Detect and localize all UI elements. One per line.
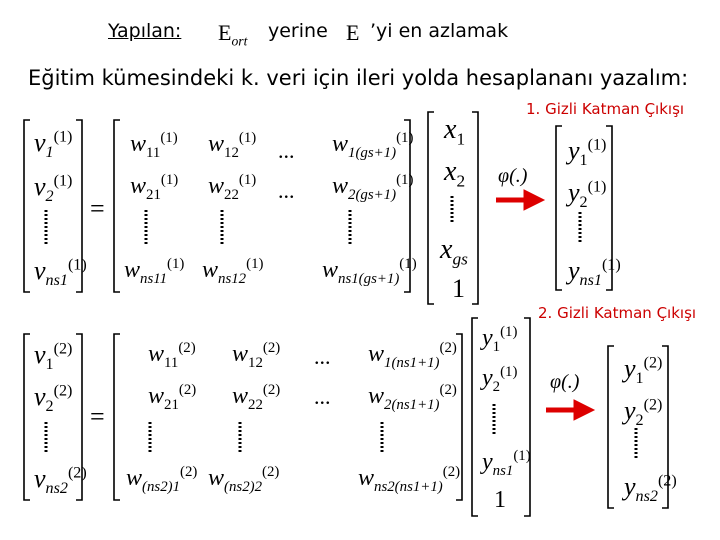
l2-w11: $w_{11}^{(2)}$	[148, 340, 196, 371]
l1-arrow-head	[524, 190, 544, 210]
l2-in-bracket-right	[524, 318, 530, 516]
l1-wns12: $w_{ns12}^{(1)}$	[202, 256, 264, 287]
l1-xgs: $x_{gs}$	[440, 234, 468, 269]
l1-dots-r2: ...	[278, 178, 295, 203]
l2-w2-ns1: $w_{2(ns1+1)}^{(2)}$	[368, 382, 457, 413]
l2-w21: $w_{21}^{(2)}$	[148, 382, 197, 413]
l1-w-bracket-right	[404, 120, 410, 292]
l1-y-bracket-left	[556, 126, 562, 290]
l1-dots-r1: ...	[278, 138, 295, 163]
l1-x-bracket-left	[428, 112, 434, 304]
l1-w-bracket-left	[114, 120, 120, 292]
l1-v-bracket-left	[24, 120, 30, 292]
l2-wns2-2: $w_{(ns2)2}^{(2)}$	[208, 464, 280, 495]
l2-v2: $v_2^{(2)}$	[34, 382, 73, 416]
l2-in-yns1: $y_{ns1}^{(1)}$	[482, 448, 531, 479]
l2-w-bracket-right	[456, 334, 462, 500]
l1-wns1-gs: $w_{ns1(gs+1)}^{(1)}$	[322, 256, 417, 287]
l2-dots-r1: ...	[314, 344, 331, 369]
l2-in-y2: $y_2^{(1)}$	[482, 364, 518, 395]
l1-wns11: $w_{ns11}^{(1)}$	[124, 256, 185, 287]
l1-yns1: $y_{ns1}^{(1)}$	[568, 256, 621, 290]
header-label: Yapılan:	[108, 20, 182, 42]
l2-v-bracket-left	[24, 334, 30, 500]
l2-y2: $y_2^{(2)}$	[624, 396, 663, 430]
l2-w1-ns1: $w_{1(ns1+1)}^{(2)}$	[368, 340, 457, 371]
l1-v-bracket-right	[76, 120, 82, 292]
l1-bias: 1	[452, 274, 465, 303]
e-symbol: E	[346, 20, 360, 45]
l2-activation: φ(.)	[550, 371, 580, 393]
l2-in-y1: $y_1^{(1)}$	[482, 324, 518, 355]
l1-y-bracket-right	[606, 126, 612, 290]
l2-w-bracket-left	[114, 334, 120, 500]
l2-arrow-head	[574, 400, 594, 420]
l2-y-bracket-right	[662, 346, 668, 508]
l2-in-bracket-left	[472, 318, 478, 516]
header-suffix: ’yi en azlamak	[370, 20, 509, 42]
l1-x1: $x_1$	[444, 114, 466, 149]
l1-w22: $w_{22}^{(1)}$	[208, 172, 257, 203]
l2-equals: =	[90, 402, 105, 431]
l2-y1: $y_1^{(2)}$	[624, 354, 663, 388]
l2-v3: $v_{ns2}^{(2)}$	[34, 464, 87, 498]
l2-v-bracket-right	[76, 334, 82, 500]
l2-bias: 1	[494, 487, 506, 513]
l1-x-bracket-right	[472, 112, 478, 304]
l2-w12: $w_{12}^{(2)}$	[232, 340, 281, 371]
l2-yns2: $y_{ns2}^{(2)}$	[624, 472, 677, 506]
l1-w21: $w_{21}^{(1)}$	[130, 172, 179, 203]
l2-y-bracket-left	[608, 346, 614, 508]
l2-w22: $w_{22}^{(2)}$	[232, 382, 281, 413]
l1-w12: $w_{12}^{(1)}$	[208, 130, 257, 161]
l1-y2: $y_2^{(1)}$	[568, 178, 607, 212]
layer1-caption: 1. Gizli Katman Çıkışı	[526, 100, 685, 118]
l1-v2: $v_2^{(1)}$	[34, 172, 73, 206]
l1-y1: $y_1^{(1)}$	[568, 136, 607, 170]
l1-activation: φ(.)	[498, 165, 528, 187]
header-word-instead: yerine	[268, 20, 328, 42]
l2-wns2-ns1: $w_{ns2(ns1+1)}^{(2)}$	[358, 464, 461, 495]
l1-w11: $w_{11}^{(1)}$	[130, 130, 178, 161]
l2-wns2-1: $w_{(ns2)1}^{(2)}$	[126, 464, 198, 495]
l1-w1-gs: $w_{1(gs+1)}^{(1)}$	[332, 130, 414, 161]
l1-x2: $x_2$	[444, 156, 466, 191]
l1-v3: $v_{ns1}^{(1)}$	[34, 256, 87, 290]
l2-dots-r2: ...	[314, 384, 331, 409]
intro-text: Eğitim kümesindeki k. veri için ileri yolda hesaplananı yazalım:	[28, 66, 689, 90]
l1-equals: =	[90, 194, 105, 223]
l2-v1: $v_1^{(2)}$	[34, 340, 73, 374]
l1-w2-gs: $w_{2(gs+1)}^{(1)}$	[332, 172, 414, 203]
e-ort-symbol: $E_{ort}$	[218, 20, 248, 49]
layer2-caption: 2. Gizli Katman Çıkışı	[538, 304, 697, 322]
l1-v1: $v_1^{(1)}$	[34, 128, 73, 162]
